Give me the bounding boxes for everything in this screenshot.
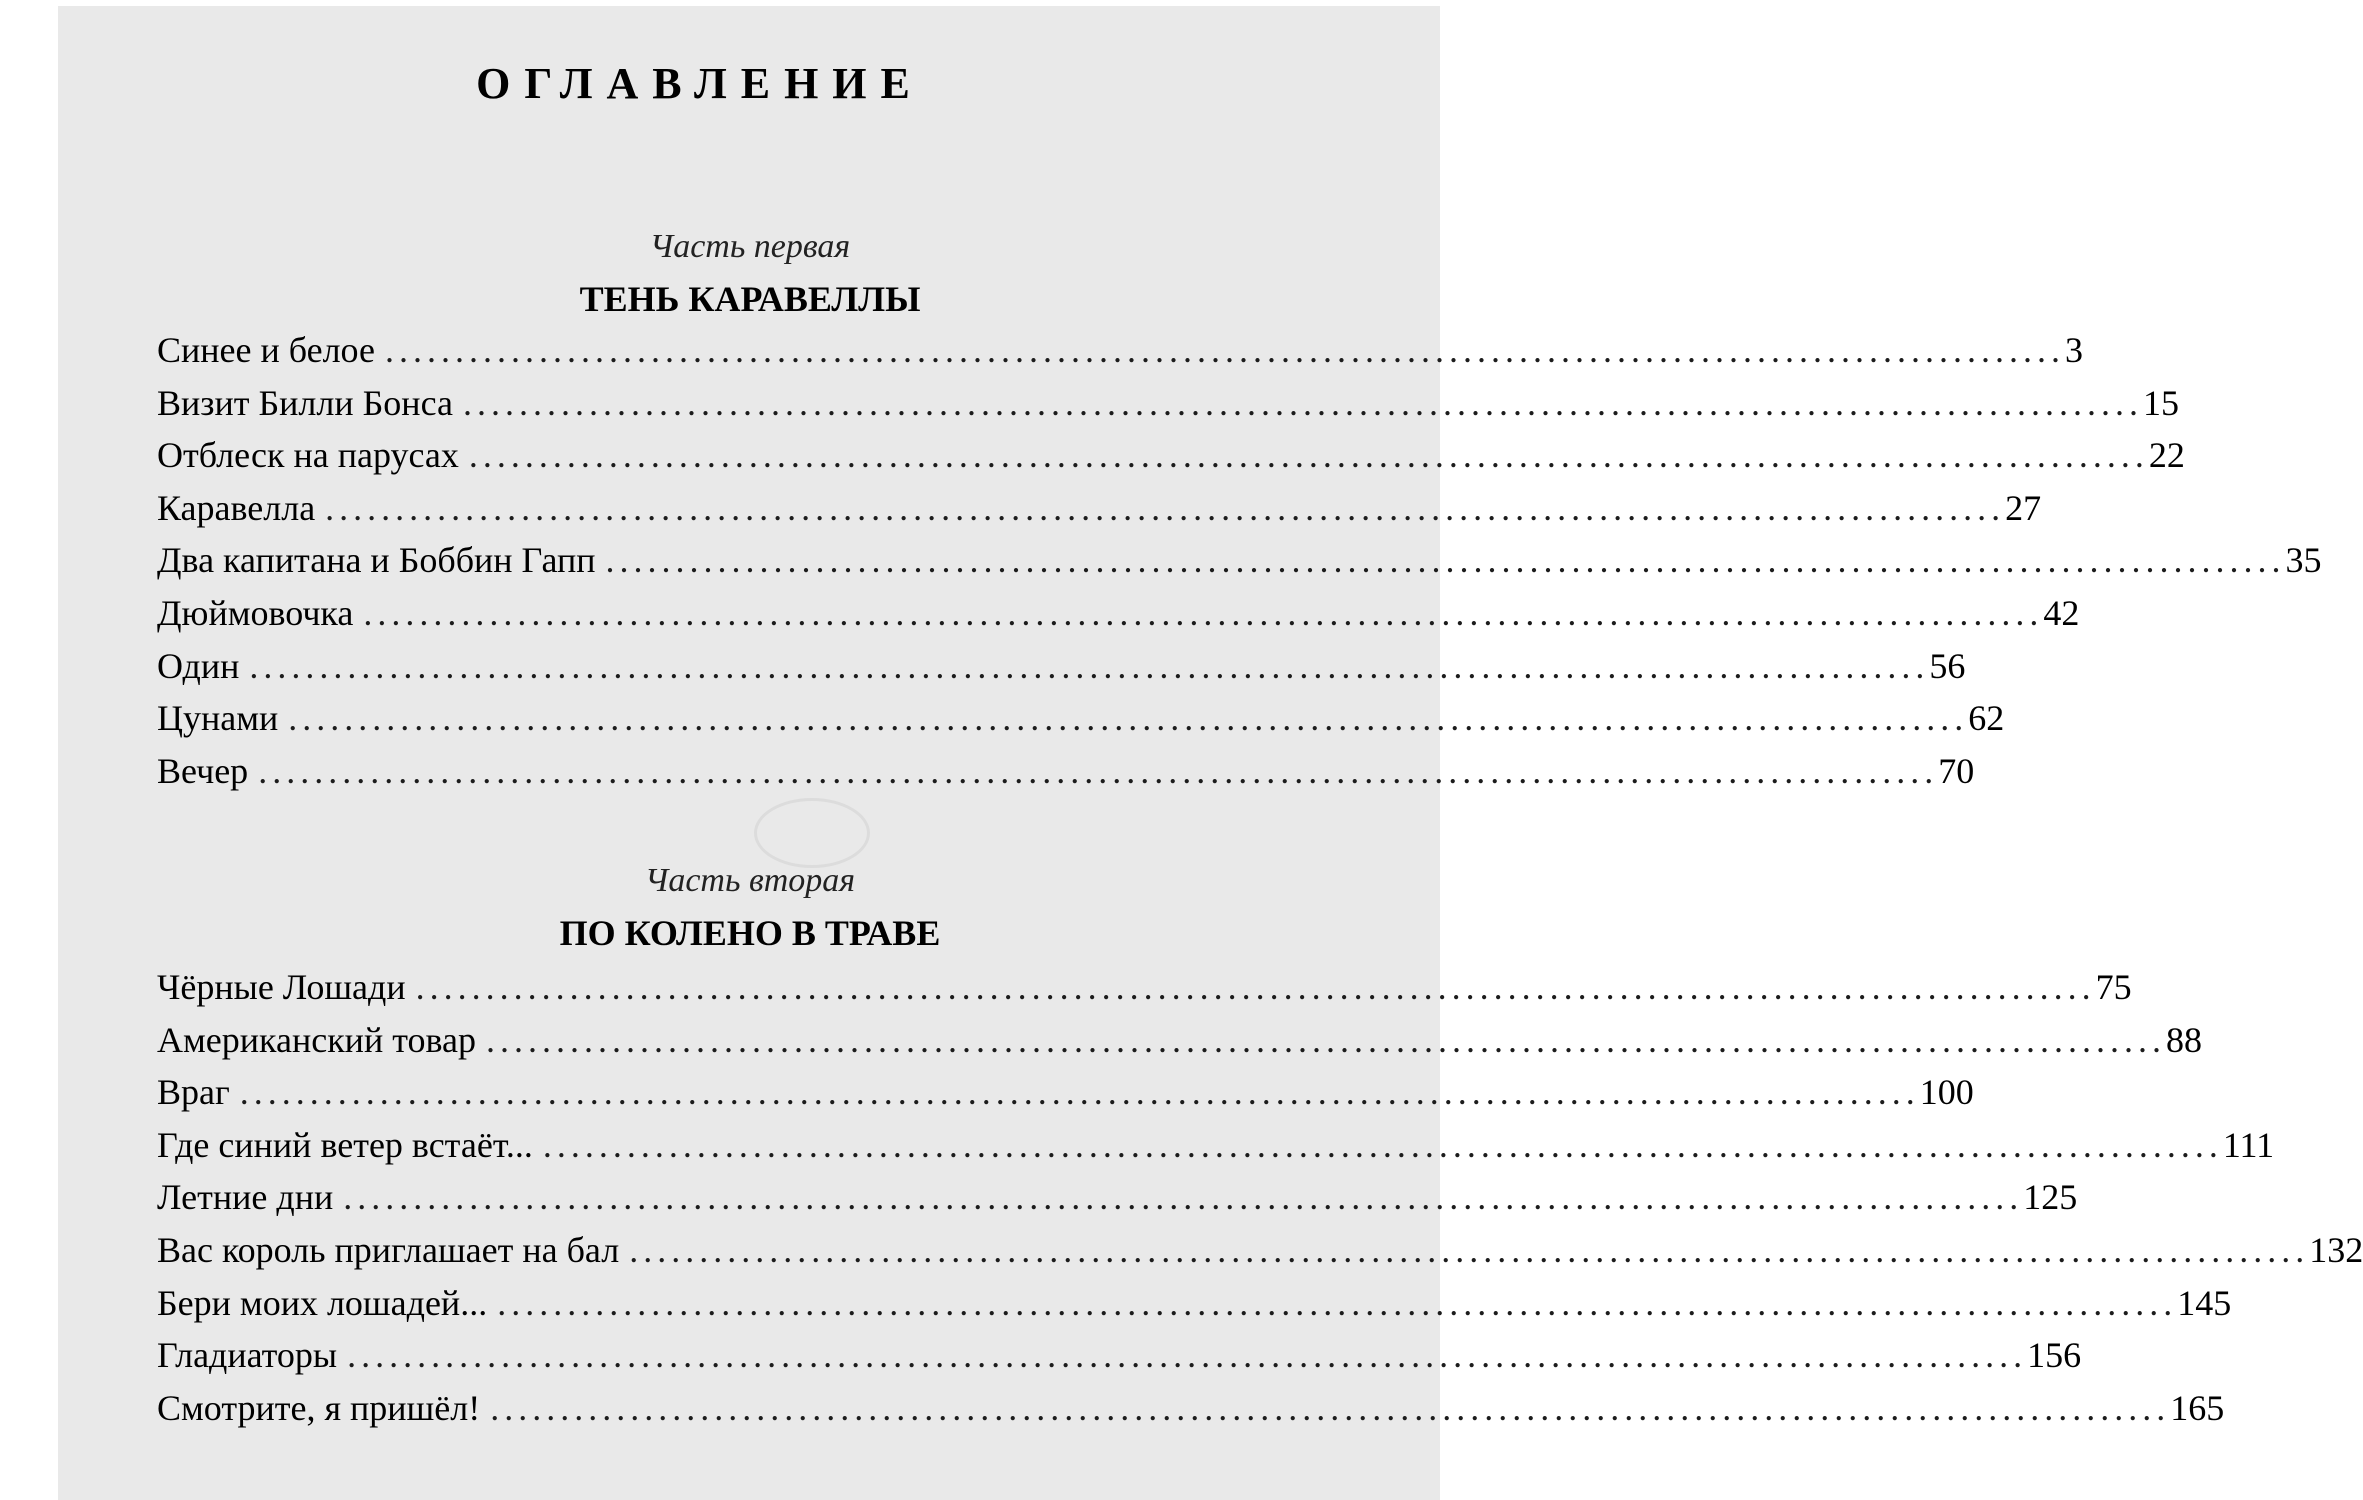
toc-entry-page: 111 <box>2222 1124 2275 1165</box>
toc-entry <box>157 587 2080 640</box>
part-two-label: Часть вторая <box>644 862 856 899</box>
toc-entry-page: 75 <box>2095 967 2132 1007</box>
toc-entry-page: 22 <box>2148 435 2185 476</box>
toc-entry-title: Бери моих лошадей... <box>157 1282 488 1323</box>
part-one-label: Часть первая <box>649 228 851 265</box>
leader-dots: ........................................................................................................................ <box>468 435 2149 476</box>
toc-entry <box>157 961 2132 1014</box>
toc-entry-page: 15 <box>2142 382 2179 423</box>
toc-entry-page: 132 <box>2309 1229 2363 1270</box>
toc-entry <box>157 745 1975 798</box>
toc-entry-page: 27 <box>2005 487 2042 528</box>
leader-dots: ........................................................................................................................ <box>384 330 2065 370</box>
toc-entry-page: 62 <box>1968 698 2005 739</box>
leader-dots: ........................................................................................................................ <box>462 382 2143 423</box>
toc-entry-title: Враг <box>157 1072 230 1113</box>
toc-entry-title: Каравелла <box>157 487 316 528</box>
toc-entry-title: Чёрные Лошади <box>157 967 406 1007</box>
toc-entry-title: Смотрите, я пришёл! <box>157 1387 481 1428</box>
toc-entry-title: Гладиаторы <box>157 1335 338 1376</box>
toc-part-one <box>157 324 2322 797</box>
toc-entry-page: 42 <box>2043 592 2080 633</box>
toc-entry-page: 145 <box>2177 1282 2232 1323</box>
toc-entry <box>157 429 2185 482</box>
toc-entry <box>157 1014 2202 1067</box>
leader-dots: ........................................................................................................................ <box>605 540 2286 581</box>
leader-dots: ........................................................................................................................ <box>288 698 1969 739</box>
age-rating-stamp-bleed <box>754 798 870 868</box>
toc-entry-title: Летние дни <box>157 1177 334 1218</box>
part-one-title: ТЕНЬ КАРАВЕЛЛЫ <box>579 279 921 319</box>
leader-dots: ........................................................................................................................ <box>497 1282 2178 1323</box>
toc-entry <box>157 534 2322 587</box>
toc-entry <box>157 1066 1974 1119</box>
toc-entry-page: 35 <box>2285 540 2322 581</box>
leader-dots: ........................................................................................................................ <box>485 1019 2166 1060</box>
toc-entry-page: 56 <box>1929 645 1966 686</box>
leader-dots: ........................................................................................................................ <box>363 592 2044 633</box>
leader-dots: ........................................................................................................................ <box>239 1072 1920 1113</box>
toc-entry-page: 88 <box>2165 1019 2202 1060</box>
leader-dots: ........................................................................................................................ <box>258 750 1939 791</box>
page-title: ОГЛАВЛЕНИЕ <box>476 59 924 108</box>
toc-entry-title: Дюймовочка <box>157 592 354 633</box>
toc-entry <box>157 1382 2225 1435</box>
leader-dots: ........................................................................................................................ <box>249 645 1930 686</box>
toc-entry-page: 125 <box>2023 1177 2078 1218</box>
toc-entry-title: Два капитана и Боббин Гапп <box>157 540 596 581</box>
toc-entry-title: Цунами <box>157 698 279 739</box>
toc-entry-page: 70 <box>1938 750 1975 791</box>
toc-entry-title: Вас король приглашает на бал <box>157 1229 620 1270</box>
toc-entry <box>157 692 2005 745</box>
leader-dots: ........................................................................................................................ <box>629 1229 2310 1270</box>
leader-dots: ........................................................................................................................ <box>343 1177 2024 1218</box>
toc-entry-title: Визит Билли Бонса <box>157 382 453 423</box>
toc-entry-page: 156 <box>2027 1335 2082 1376</box>
toc-entry-title: Отблеск на парусах <box>157 435 459 476</box>
toc-entry-title: Где синий ветер встаёт... <box>157 1124 533 1165</box>
leader-dots: ........................................................................................................................ <box>325 487 2006 528</box>
toc-entry <box>157 324 2083 377</box>
toc-entry-page: 100 <box>1919 1072 1974 1113</box>
toc-entry-title: Синее и белое <box>157 330 375 370</box>
leader-dots: ........................................................................................................................ <box>347 1335 2028 1376</box>
toc-entry <box>157 1329 2082 1382</box>
toc-entry-title: Американский товар <box>157 1019 476 1060</box>
toc-entry <box>157 1171 2078 1224</box>
toc-entry-page: 3 <box>2064 330 2083 370</box>
toc-entry <box>157 1224 2363 1277</box>
toc-entry <box>157 1119 2275 1172</box>
toc-entry <box>157 377 2179 430</box>
toc-entry <box>157 1277 2232 1330</box>
leader-dots: ........................................................................................................................ <box>415 967 2096 1007</box>
toc-entry-title: Один <box>157 645 240 686</box>
toc-entry <box>157 640 1966 693</box>
toc-part-two <box>157 961 2363 1434</box>
toc-entry <box>157 482 2042 535</box>
leader-dots: ........................................................................................................................ <box>490 1387 2171 1428</box>
leader-dots: ........................................................................................................................ <box>542 1124 2223 1165</box>
toc-entry-title: Вечер <box>157 750 249 791</box>
toc-entry-page: 165 <box>2170 1387 2225 1428</box>
part-two-title: ПО КОЛЕНО В ТРАВЕ <box>559 913 941 953</box>
